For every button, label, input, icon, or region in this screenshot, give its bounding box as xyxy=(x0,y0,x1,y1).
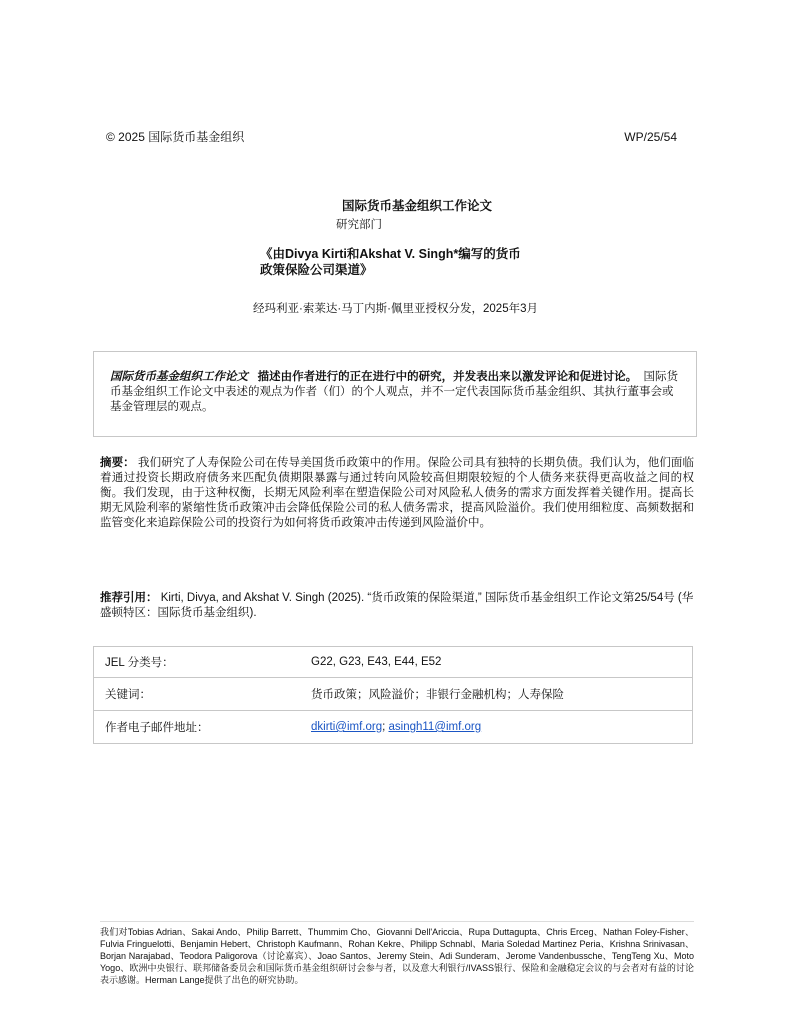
email-link-singh[interactable]: asingh11@imf.org xyxy=(388,721,482,733)
table-row xyxy=(94,678,693,711)
paper-title xyxy=(260,246,560,278)
paper-number: WP/25/54 xyxy=(624,130,677,144)
abstract xyxy=(100,456,694,531)
authorization-line: 经玛利亚·索莱达·马丁内斯·佩里亚授权分发，2025年3月 xyxy=(253,303,538,315)
table-row xyxy=(94,711,693,744)
keywords-label: 关键词： xyxy=(94,678,312,711)
jel-label: JEL 分类号： xyxy=(94,647,312,678)
keywords-value: 货币政策；风险溢价；非银行金融机构；人寿保险 xyxy=(311,678,693,711)
disclaimer-body: 国际货币基金组织工作论文中表述的观点为作者（们）的个人观点，并不一定代表国际货币基金组织、其执行董事会或基金管理层的观点。 xyxy=(110,371,678,413)
recommended-citation xyxy=(100,591,694,621)
acknowledgement-footnote: 我们对Tobias Adrian、Sakai Ando、Philip Barrett、Thummim Cho、Giovanni Dell'Ariccia、Rupa Duttagupta、Chris Erceg、Nathan Foley-Fisher、Fulvia Fringuelotti、Benjamin Hebert、Christoph Kaufmann、Rohan Kekre、Philipp Schnabl、Maria Soledad Martinez Peria、Krishna Srinivasan、Borjan Narajabad、Teodora Paligorova（讨论嘉宾）、Joao Santos、Jeremy Stein、Adi Sunderam、Jerome Vandenbussche、TengTeng Xu、Moto Yogo、欧洲中央银行、联邦储备委员会和国际货币基金组织研讨会参与者，以及意大利银行/IVASS银行、保险和金融稳定会议的与会者对有益的讨论表示感谢。Herman Lange提供了出色的研究协助。 xyxy=(100,921,694,986)
table-row xyxy=(94,647,693,678)
disclaimer-bold-text: 描述由作者进行的正在进行中的研究，并发表出来以激发评论和促进讨论。 xyxy=(257,371,638,383)
email-label: 作者电子邮件地址： xyxy=(94,711,312,744)
paper-title-line-1: 《由Divya Kirti和Akshat V. Singh*编写的货币 xyxy=(260,247,521,261)
jel-value: G22, G23, E43, E44, E52 xyxy=(311,647,693,678)
email-value xyxy=(311,711,693,744)
metadata-table xyxy=(93,646,693,744)
department: 研究部门 xyxy=(336,219,382,231)
paper-title-line-2: 政策保险公司渠道》 xyxy=(260,263,373,277)
email-separator: ; xyxy=(382,721,389,733)
series-title: 国际货币基金组织工作论文 xyxy=(342,199,493,213)
abstract-text: 我们研究了人寿保险公司在传导美国货币政策中的作用。保险公司具有独特的长期负债。我们认为，他们面临着通过投资长期政府债务来匹配负债期限暴露与通过转向风险较高但期限较短的个人债务来获得更高收益之间的权衡。我们发现，由于这种权衡，长期无风险利率在塑造保险公司对风险私人债务的需求方面发挥着关键作用。提高长期无风险利率的紧缩性货币政策冲击会降低保险公司的私人债务需求，提高风险溢价。我们使用细粒度、高频数据和监管变化来追踪保险公司的投资行为如何将货币政策冲击传递到风险溢价中。 xyxy=(100,457,695,529)
citation-label: 推荐引用： xyxy=(100,592,158,604)
abstract-label: 摘要： xyxy=(100,457,135,469)
citation-text: Kirti, Divya, and Akshat V. Singh (2025). “货币政策的保险渠道,” 国际货币基金组织工作论文第25/54号 (华盛顿特区：国际货币基金组织). xyxy=(100,592,694,619)
disclaimer-box xyxy=(93,351,697,437)
email-link-kirti[interactable]: dkirti@imf.org xyxy=(311,721,383,733)
copyright-notice: © 2025 国际货币基金组织 xyxy=(106,130,245,144)
disclaimer-lead: 国际货币基金组织工作论文 xyxy=(110,371,248,383)
